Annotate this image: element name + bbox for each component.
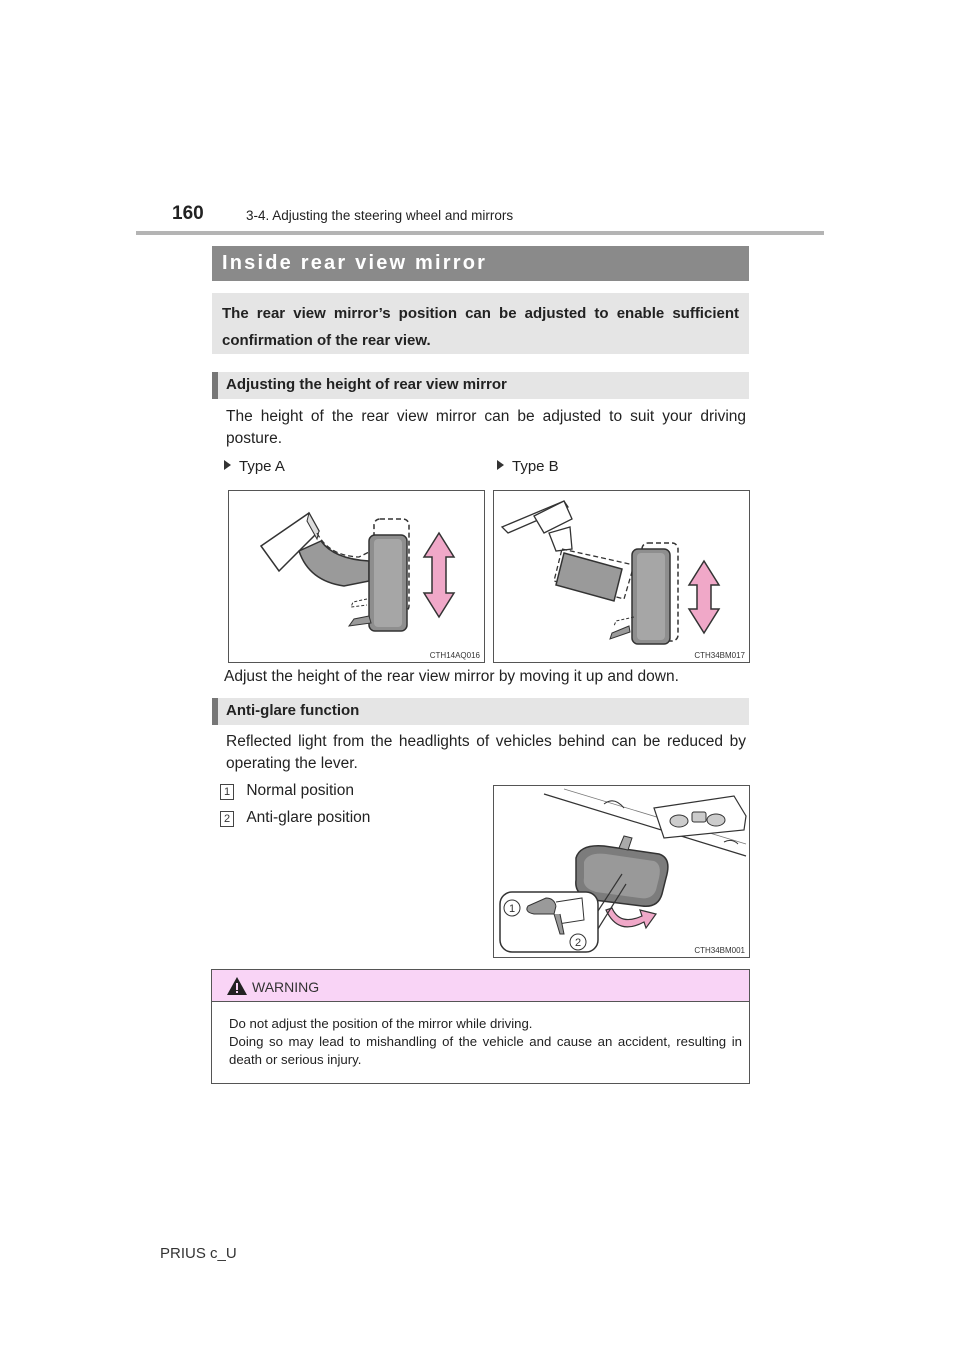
svg-text:2: 2 [574, 937, 582, 949]
item-number: 2 [220, 811, 234, 827]
svg-text:1: 1 [508, 903, 516, 915]
section-path: 3-4. Adjusting the steering wheel and mirrors [246, 208, 514, 223]
warning-label: WARNING [252, 979, 320, 995]
intro-text: The rear view mirror’s position can be adjusted to enable sufficient confirmation of the rear view. [222, 305, 739, 349]
mirror-type-a-illustration [229, 491, 486, 664]
page-number: 160 [172, 203, 204, 224]
height-heading-bar [212, 372, 749, 399]
height-description: The height of the rear view mirror can be adjusted to suit your driving posture. [226, 408, 746, 447]
antiglare-lever-illustration [494, 786, 751, 959]
triangle-bullet-icon [224, 460, 231, 470]
figure-code: CTH34BM001 [694, 946, 745, 955]
mirror-type-b-illustration [494, 491, 751, 664]
item-label: Anti-glare position [246, 809, 371, 826]
antiglare-heading-bar [212, 698, 749, 725]
type-a-label: Type A [224, 458, 285, 475]
figure-antiglare [493, 785, 750, 958]
height-heading: Adjusting the height of rear view mirror [226, 376, 507, 393]
warning-line-2: Doing so may lead to mishandling of the vehicle and cause an accident, resulting in death or serious injury. [229, 1034, 742, 1067]
warning-box [211, 969, 750, 1084]
figure-code: CTH34BM017 [694, 651, 745, 660]
warning-triangle-icon [226, 976, 248, 996]
item-number: 1 [220, 784, 234, 800]
type-b-label: Type B [497, 458, 559, 475]
title-bar [212, 246, 749, 281]
antiglare-description: Reflected light from the headlights of vehicles behind can be reduced by operating the lever. [226, 733, 746, 772]
list-item [220, 807, 370, 829]
page-title: Inside rear view mirror [222, 252, 488, 274]
warning-text [229, 1015, 742, 1069]
warning-header [212, 970, 749, 1002]
figure-code: CTH14AQ016 [429, 651, 480, 660]
warning-line-1: Do not adjust the position of the mirror while driving. [229, 1016, 533, 1031]
height-instruction: Adjust the height of the rear view mirror by moving it up and down. [224, 668, 679, 685]
figure-type-a [228, 490, 485, 663]
list-item [220, 780, 354, 802]
antiglare-heading: Anti-glare function [226, 702, 360, 719]
header-rule [136, 231, 824, 235]
item-label: Normal position [246, 782, 354, 799]
triangle-bullet-icon [497, 460, 504, 470]
figure-type-b [493, 490, 750, 663]
footer-model-code: PRIUS c_U [160, 1245, 237, 1262]
intro-box [212, 293, 749, 354]
